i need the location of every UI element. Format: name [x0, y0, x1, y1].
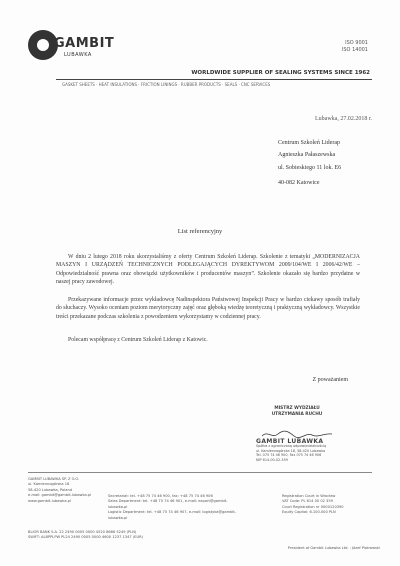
- footer-registration-info: [282, 494, 372, 516]
- recipient-line: Centrum Szkoleń Liderap: [278, 140, 340, 146]
- stamp-line: Tel. 075 74 46 900, Fax 075 74 46 906: [256, 453, 322, 458]
- closing-greeting: Z poważaniem: [312, 377, 348, 383]
- recipient-line: 40-082 Katowice: [278, 180, 320, 186]
- logo-text: GAMBIT: [54, 36, 115, 51]
- footer-line: Equity Capital: 6.100.000 PLN: [282, 510, 336, 515]
- footer-line: SWIFT: ALBPPLPW PL24 2490 0005 0000 4600 1237 1347 (EUR): [28, 535, 143, 540]
- footer-line: VAT Code: PL 614 00 02 359: [282, 499, 333, 504]
- director-stamp: [258, 406, 336, 417]
- footer-line: Sales Department: tel. +48 75 74 46 901, e-mail: export@gambit-lubawka.pl: [108, 499, 228, 509]
- letter-paragraph: W dniu 2 lutego 2018 roku skorzystaliśmy z oferty Centrum Szkoleń Liderap. Szkolenie z tematyki „MODERNIZACJA MASZYN I URZĄDZEŃ TECHNICZNYCH PODLEGAJĄCYCH DYREKTYWOM 2009/104/WE I 2006/42/WE – Odpowiedzialność prawna oraz obowiązki użytkowników i producentów maszyn”. Szkolenie okazało się bardzo przydatne w naszej pracy zawodowej.: [56, 254, 360, 285]
- header-divider: [56, 79, 372, 80]
- footer-contact-info: [108, 494, 238, 521]
- stamp-line: UTRZYMANIA RUCHU: [271, 411, 323, 417]
- iso-14001-label: ISO 14001: [341, 47, 368, 53]
- logo-subtext: LUBAWKA: [64, 52, 92, 58]
- stamp-line: Spółka z ograniczoną odpowiedzialnością: [256, 444, 327, 449]
- footer-line: www.gambit-lubawka.pl: [28, 498, 71, 503]
- company-logo: [28, 30, 115, 64]
- footer-line: Logistic Department: tel. +48 75 74 46 907, e-mail: logistyka@gambit-lubawka.pl: [108, 510, 237, 520]
- letter-paragraph: Przekazywane informacje przez wykładowcę Nadinspektora Państwowej Inspekcji Pracy w bardzo ciekawy sposób trafiały do słuchaczy. Wysoko oceniam poziom merytoryczny zajęć oraz głęboką wiedzę teoretyczną i praktyczną wykładowcy. Wszystkie treści przekazane podczas szkolenia z powodzeniem wykorzystamy w codziennej pracy.: [56, 297, 360, 320]
- footer-line: Court Registration nr 0000120390: [282, 504, 344, 509]
- company-tagline: WORLDWIDE SUPPLIER OF SEALING SYSTEMS SINCE 1962: [191, 70, 370, 76]
- footer-line: BLIOR BANK S.A. 22 2490 0005 0000 4520 8666 5249 (PLN): [28, 530, 137, 534]
- footer-line: GAMBIT LUBAWKA SP. Z O.O.: [28, 477, 80, 481]
- footer-line: Secretariat: tel. +48 75 74 46 900, fax: +48 75 74 46 906: [108, 494, 213, 498]
- iso-9001-label: ISO 9001: [345, 40, 368, 46]
- recipient-line: ul. Sobieskiego 11 lok. E6: [278, 165, 342, 171]
- footer-company-info: [28, 477, 108, 504]
- footer-president: President of Gambit Lubawka Ltd. : Józef Piotrowski: [287, 546, 380, 550]
- footer-bank-info: [28, 530, 228, 541]
- stamp-line: NIP 614-00-02-359: [256, 457, 288, 462]
- product-list: GASKET SHEETS · HEAT INSULATIONS · FRICTION LININGS · RUBBER PRODUCTS · SEALS · CNC SERVICES: [62, 82, 271, 87]
- stamp-line: ul. Kamiennogórska 18, 58-420 Lubawka: [256, 448, 326, 453]
- footer-line: 58-420 Lubawka, Poland: [28, 487, 73, 492]
- footer-line: e-mail: gambit@gambit-lubawka.pl: [28, 493, 92, 498]
- stamp-company-name: GAMBIT LUBAWKA: [256, 438, 324, 445]
- footer-line: Registration Court in Wrocław: [282, 494, 336, 498]
- recipient-line: Agnieszka Pałaszewska: [278, 152, 336, 158]
- letter-paragraph: Polecam współpracę z Centrum Szkoleń Liderap z Katowic.: [68, 337, 208, 343]
- footer-line: ul. Kamiennogórska 18: [28, 482, 70, 487]
- stamp-line: MISTRZ WYDZIAŁU: [274, 406, 320, 411]
- place-date: Lubawka, 27.02.2018 r.: [315, 116, 372, 122]
- company-stamp: [256, 440, 342, 462]
- letter-title: List referencyjny: [177, 228, 223, 235]
- footer-divider: [28, 472, 372, 473]
